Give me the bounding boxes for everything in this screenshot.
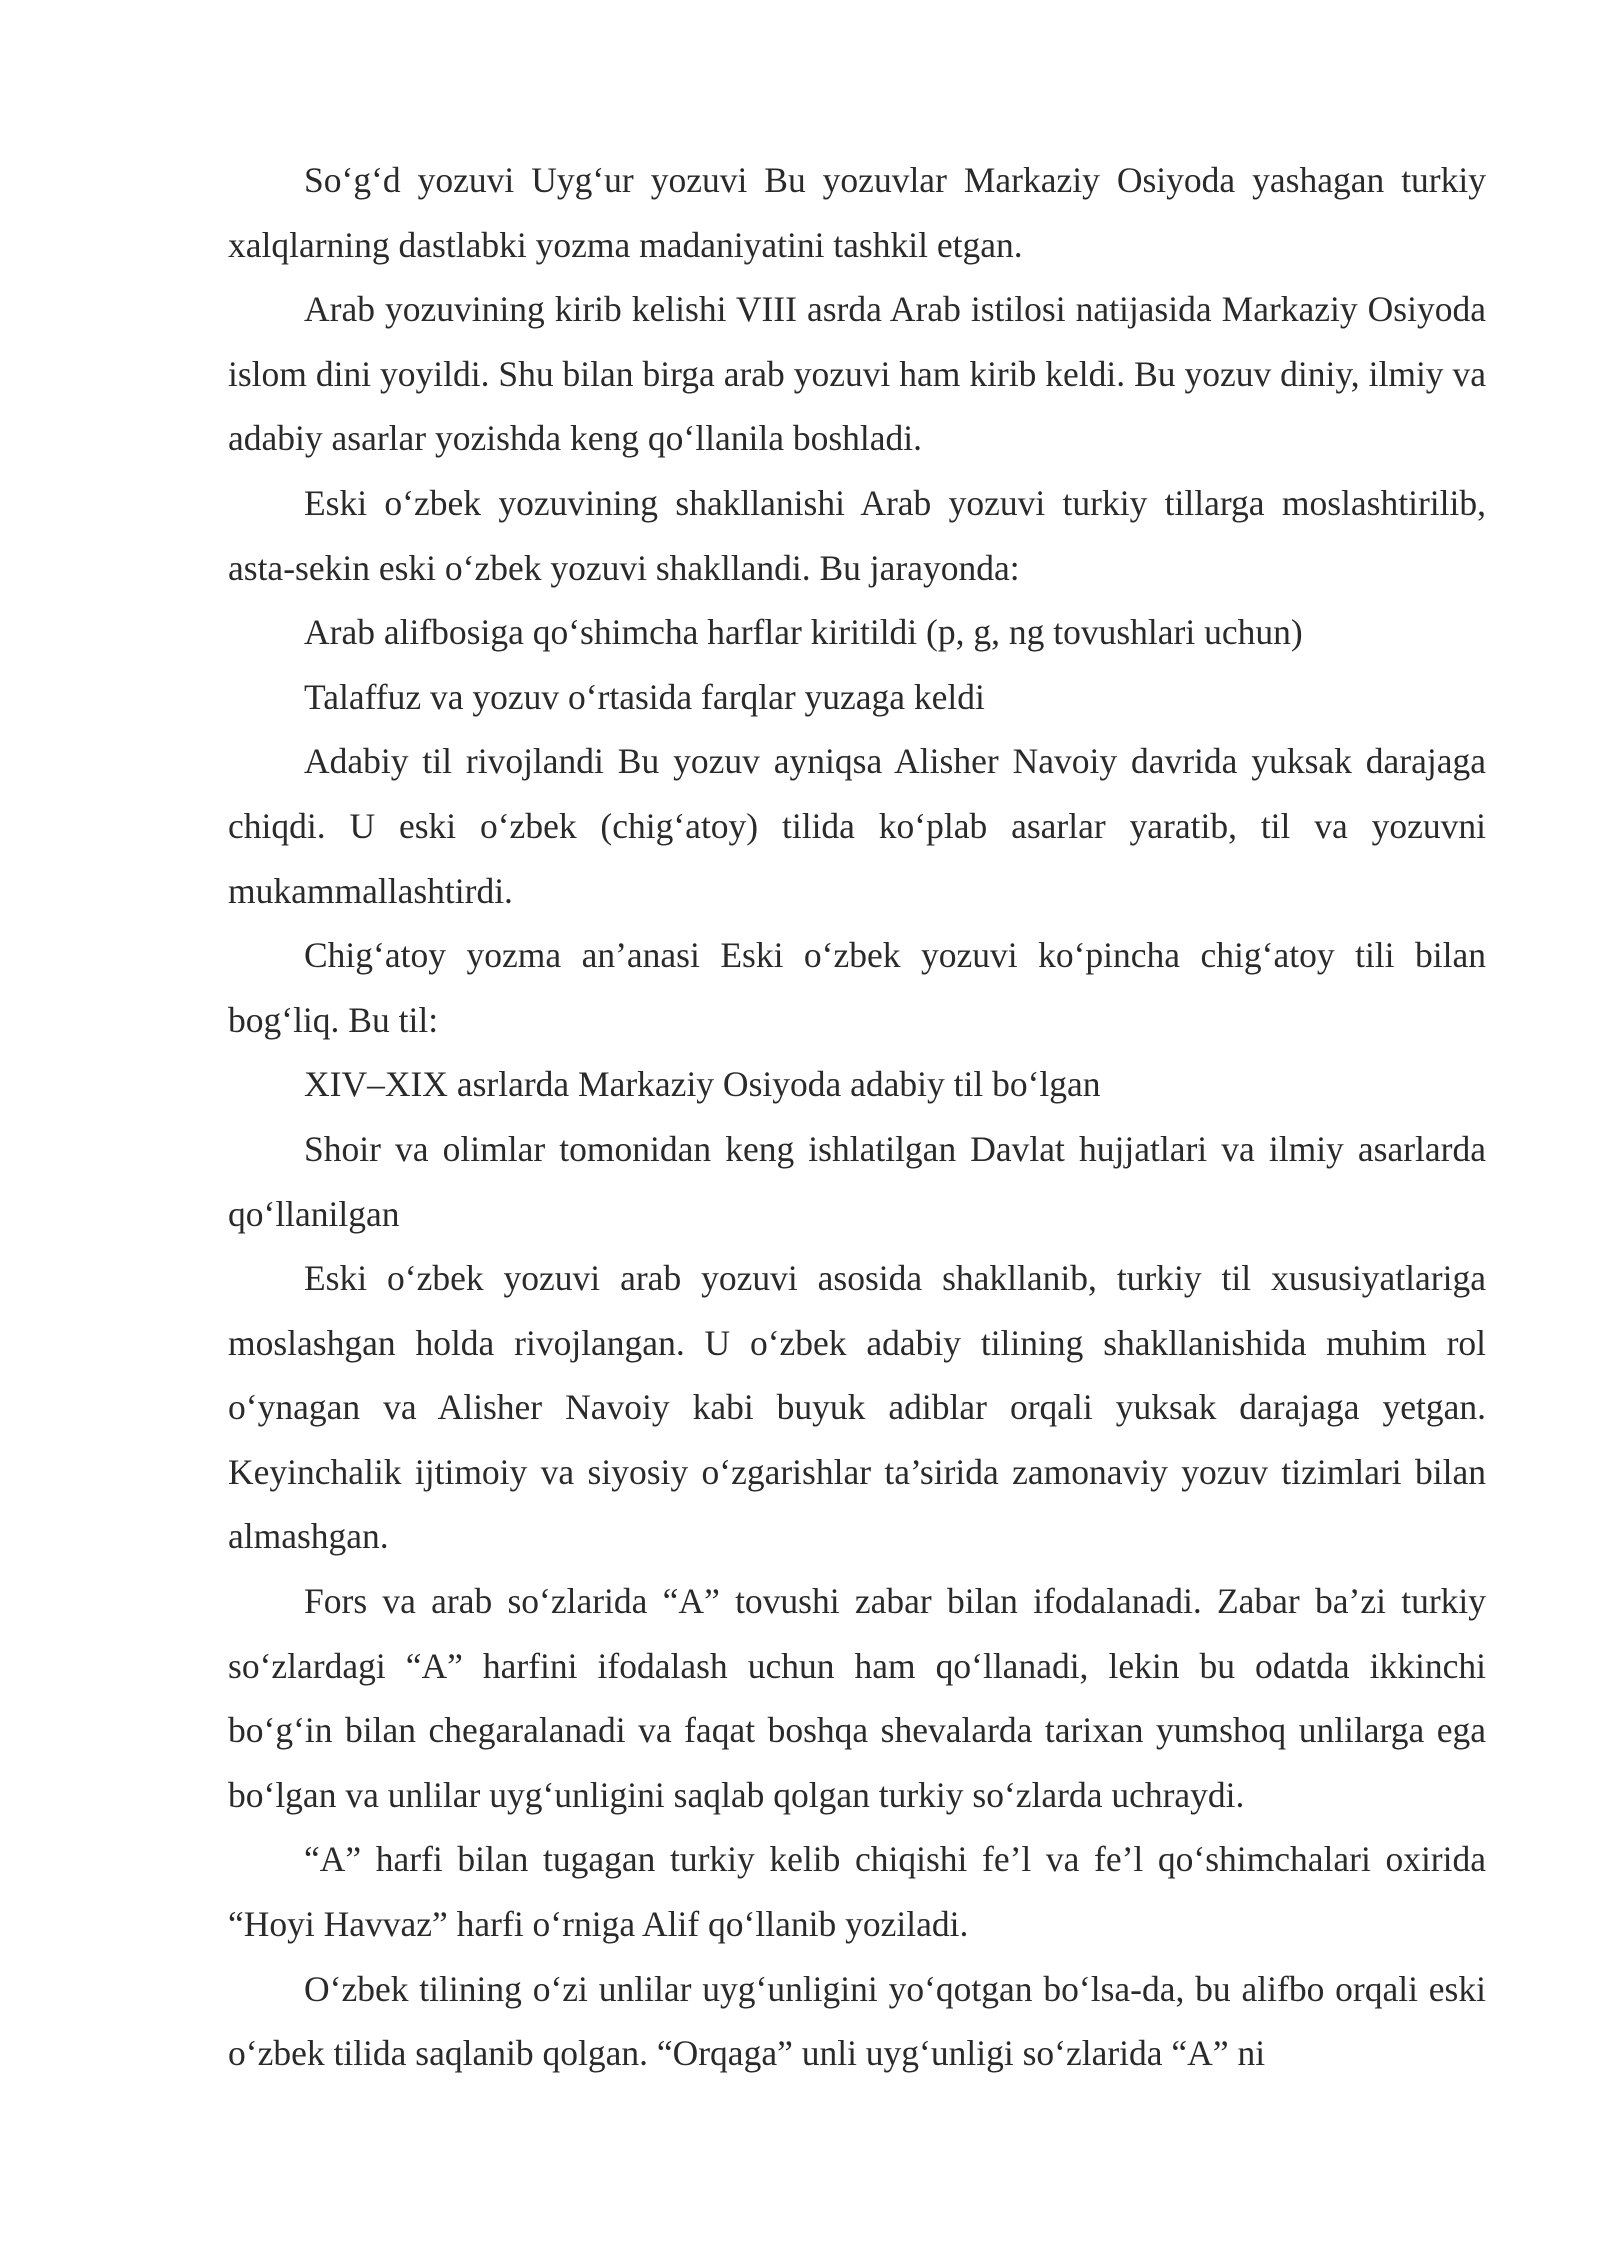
paragraph-pronunciation-differences: Talaffuz va yozuv o‘rtasida farqlar yuzaga keldi — [304, 676, 985, 717]
paragraph-sogd-uygur-scripts: So‘g‘d yozuvi Uyg‘ur yozuvi Bu yozuvlar Markaziy Osiyoda yashagan turkiy xalqlarning dastlabki yozma madaniyatini tashkil etgan. — [228, 160, 1486, 265]
paragraph-hoyi-havvaz: “A” harfi bilan tugagan turkiy kelib chiqishi fe’l va fe’l qo‘shimchalari oxirida “Hoyi Havvaz” harfi o‘rniga Alif qo‘llanib yoziladi. — [228, 1839, 1486, 1945]
paragraph-arab-script-arrival: Arab yozuvining kirib kelishi VIII asrda Arab istilosi natijasida Markaziy Osiyoda islom dini yoyildi. Shu bilan birga arab yozuvi ham kirib keldi. Bu yozuv diniy, ilmiy va adabiy asarlar yozishda keng qo‘llanila boshladi. — [228, 289, 1486, 459]
paragraph-old-uzbek-formation: Eski o‘zbek yozuvining shakllanishi Arab yozuvi turkiy tillarga moslashtirilib, asta-sekin eski o‘zbek yozuvi shakllandi. Bu jarayonda: — [228, 482, 1486, 588]
paragraph-zabar-sound: Fors va arab so‘zlarida “A” tovushi zabar bilan ifodalanadi. Zabar ba’zi turkiy so‘zlardagi “A” harfini ifodalash uchun ham qo‘llanadi, lekin bu odatda ikkinchi bo‘g‘in bilan chegaralanadi va faqat boshqa shevalarda tarixan yumshoq unlilarga ega bo‘lgan va unlilar uyg‘unligini saqlab qolgan turkiy so‘zlarda uchraydi. — [228, 1581, 1486, 1815]
paragraph-14-19-centuries: XIV–XIX asrlarda Markaziy Osiyoda adabiy til bo‘lgan — [304, 1064, 1101, 1105]
paragraph-chagatai-tradition: Chig‘atoy yozma an’anasi Eski o‘zbek yozuvi ko‘pincha chig‘atoy tili bilan bog‘liq. Bu til: — [228, 935, 1486, 1040]
paragraph-poets-scholars: Shoir va olimlar tomonidan keng ishlatilgan Davlat hujjatlari va ilmiy asarlarda qo‘llanilgan — [228, 1128, 1486, 1234]
paragraph-extra-letters: Arab alifbosiga qo‘shimcha harflar kiritildi (p, g, ng tovushlari uchun) — [304, 612, 1303, 653]
paragraph-vowel-harmony: O‘zbek tilining o‘zi unlilar uyg‘unligini yo‘qotgan bo‘lsa-da, bu alifbo orqali eski o‘zbek tilida saqlanib qolgan. “Orqaga” unli uyg‘unligi so‘zlarida “A” ni — [228, 1968, 1486, 2074]
paragraph-summary: Eski o‘zbek yozuvi arab yozuvi asosida shakllanib, turkiy til xususiyatlariga moslashgan holda rivojlangan. U o‘zbek adabiy tilining shakllanishida muhim rol o‘ynagan va Alisher Navoiy kabi buyuk adiblar orqali yuksak darajaga yetgan. Keyinchalik ijtimoiy va siyosiy o‘zgarishlar ta’sirida zamonaviy yozuv tizimlari bilan almashgan. — [228, 1258, 1486, 1557]
document-body — [228, 148, 1486, 2086]
paragraph-literary-language: Adabiy til rivojlandi Bu yozuv ayniqsa Alisher Navoiy davrida yuksak darajaga chiqdi. U eski o‘zbek (chig‘atoy) tilida ko‘plab asarlar yaratib, til va yozuvni mukammallashtirdi. — [228, 741, 1486, 911]
